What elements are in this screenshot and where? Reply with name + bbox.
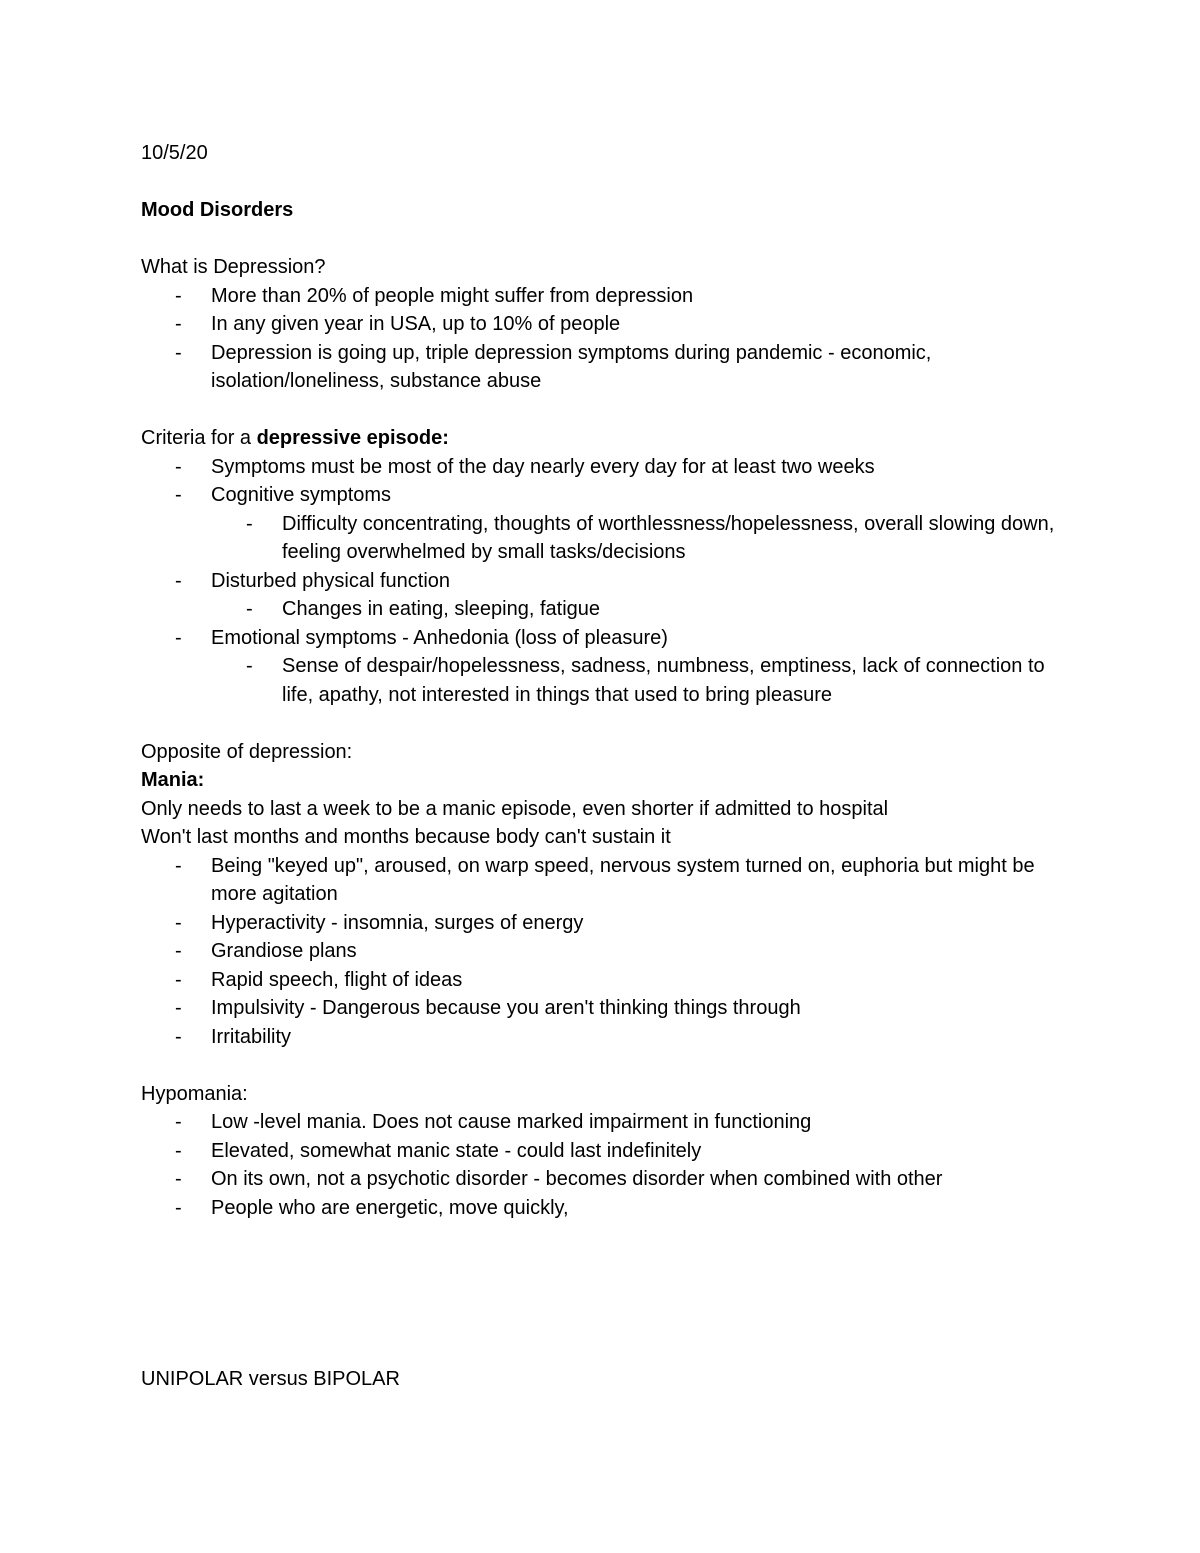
footer-heading: UNIPOLAR versus BIPOLAR (141, 1367, 400, 1390)
sub-list-item (141, 652, 1081, 709)
dash-bullet: - (175, 940, 182, 962)
dash-bullet: - (175, 569, 182, 592)
sub-list-item-text: Sense of despair/hopelessness, sadness, numbness, emptiness, lack of connection to life, apathy, not interested in things that used to bring pleasure (282, 655, 1045, 706)
list-item (141, 481, 1081, 510)
dash-bullet: - (175, 284, 182, 307)
list-item-text: Emotional symptoms - Anhedonia (loss of pleasure) (211, 626, 668, 649)
mania-intro: Opposite of depression: (141, 740, 353, 763)
list-item (141, 282, 1081, 311)
dash-bullet: - (175, 854, 182, 877)
list-item (141, 937, 1081, 966)
list-item (141, 624, 1081, 653)
mania-list (141, 852, 1081, 1052)
list-item (141, 453, 1081, 482)
list-item (141, 1108, 1081, 1137)
dash-bullet: - (246, 598, 253, 620)
list-item (141, 909, 1081, 938)
list-item-text: Low -level mania. Does not cause marked impairment in functioning (211, 1111, 812, 1133)
list-item (141, 966, 1081, 995)
list-item-text: Being "keyed up", aroused, on warp speed, nervous system turned on, euphoria but might be more agitation (211, 854, 1035, 905)
criteria-heading-prefix: Criteria for a (141, 427, 257, 449)
page-title: Mood Disorders (141, 199, 294, 221)
criteria-list (141, 453, 1081, 710)
mania-heading: Mania: (141, 769, 205, 791)
list-item-text: People who are energetic, move quickly, (211, 1196, 569, 1219)
list-item-text: Impulsivity - Dangerous because you aren't thinking things through (211, 997, 801, 1019)
dash-bullet: - (175, 1111, 182, 1133)
sub-list-item-text: Difficulty concentrating, thoughts of worthlessness/hopelessness, overall slowing down, feeling overwhelmed by small tasks/decisions (282, 512, 1055, 563)
list-item-text: Cognitive symptoms (211, 484, 392, 506)
list-item (141, 1194, 1081, 1223)
list-item-text: Disturbed physical function (211, 569, 451, 592)
list-item (141, 310, 1081, 339)
dash-bullet: - (175, 911, 182, 934)
dash-bullet: - (175, 1025, 182, 1048)
sub-list-item-text: Changes in eating, sleeping, fatigue (282, 598, 601, 620)
list-item-text: Hyperactivity - insomnia, surges of energy (211, 911, 584, 934)
dash-bullet: - (175, 1196, 182, 1219)
dash-bullet: - (175, 968, 182, 991)
hypomania-list (141, 1108, 1081, 1222)
sub-list-item (141, 510, 1081, 567)
dash-bullet: - (175, 484, 182, 506)
list-item-text: In any given year in USA, up to 10% of people (211, 313, 621, 335)
mania-line-2: Won't last months and months because body can't sustain it (141, 826, 671, 848)
dash-bullet: - (175, 1168, 182, 1190)
dash-bullet: - (175, 997, 182, 1019)
list-item-text: Irritability (211, 1025, 292, 1048)
list-item (141, 852, 1081, 909)
list-item (141, 994, 1081, 1023)
dash-bullet: - (175, 1139, 182, 1162)
list-item-text: On its own, not a psychotic disorder - becomes disorder when combined with other (211, 1168, 943, 1190)
sub-list-item (141, 595, 1081, 624)
dash-bullet: - (175, 313, 182, 335)
dash-bullet: - (246, 655, 253, 677)
depression-heading: What is Depression? (141, 256, 326, 278)
mania-line-1: Only needs to last a week to be a manic episode, even shorter if admitted to hospital (141, 797, 889, 820)
document-page (141, 139, 1081, 1393)
list-item-text: Symptoms must be most of the day nearly every day for at least two weeks (211, 455, 875, 478)
list-item-text: Elevated, somewhat manic state - could last indefinitely (211, 1139, 702, 1162)
list-item (141, 1165, 1081, 1194)
list-item-text: Depression is going up, triple depression symptoms during pandemic - economic, isolation/loneliness, substance abuse (211, 341, 932, 392)
dash-bullet: - (175, 626, 182, 649)
list-item (141, 567, 1081, 596)
list-item-text: Rapid speech, flight of ideas (211, 968, 463, 991)
date-line: 10/5/20 (141, 142, 208, 164)
dash-bullet: - (246, 512, 253, 535)
depression-list (141, 282, 1081, 396)
list-item (141, 1137, 1081, 1166)
dash-bullet: - (175, 455, 182, 478)
list-item (141, 1023, 1081, 1052)
criteria-heading (141, 424, 1081, 453)
criteria-heading-bold: depressive episode: (256, 427, 449, 449)
list-item-text: More than 20% of people might suffer from depression (211, 284, 694, 307)
list-item (141, 339, 1081, 396)
list-item-text: Grandiose plans (211, 940, 357, 962)
hypomania-heading: Hypomania: (141, 1082, 248, 1105)
dash-bullet: - (175, 341, 182, 364)
